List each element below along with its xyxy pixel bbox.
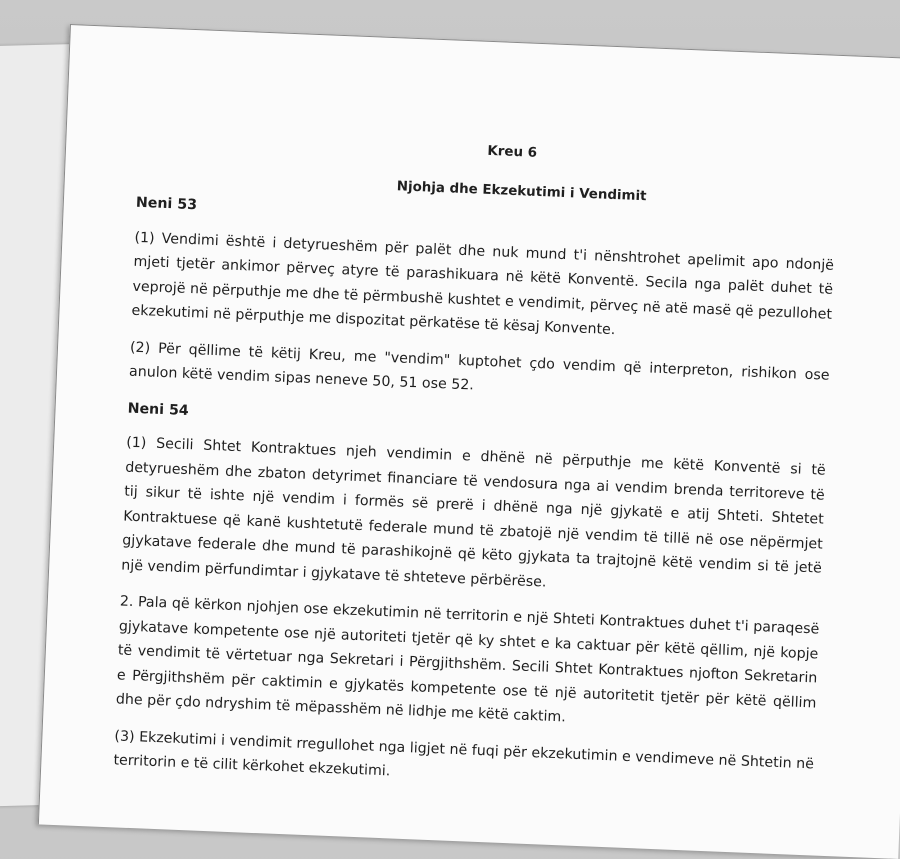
- article-54-paragraph-2: 2. Pala që kërkon njohjen ose ekzekutimin në territorin e një Shteti Kontraktues duhet t'i paraqesë gjykatave kompetente ose një autoriteti tjetër që ky shtet e ka caktuar për këtë qëllim, një kopje të vendimit të vërtetuar nga Sekretari i Përgjithshëm. Secili Shtet Kontraktues njofton Sekretarin e Përgjithshëm për caktimin e gjykatës kompetente ose të një autoritetit tjetër për këtë qëllim dhe për çdo ndryshim të mëpasshëm në lidhje me këtë caktim.: [115, 593, 820, 726]
- article-heading-54: Neni 54: [127, 400, 190, 419]
- document-page: [38, 24, 900, 859]
- article-53-paragraph-2: (2) Për qëllime të këtij Kreu, me "vendim" kuptohet çdo vendim që interpreton, rishikon ose anulon këtë vendim sipas neneve 50, 51 ose 52.: [128, 339, 830, 394]
- document-content: [113, 126, 839, 813]
- article-54-paragraph-3: (3) Ekzekutimi i vendimit rregullohet nga ligjet në fuqi për ekzekutimin e vendimeve në Shtetin në territorin e të cilit kërkohet ekzekutimi.: [113, 727, 815, 780]
- article-heading-53: Neni 53: [135, 194, 198, 214]
- chapter-title: Njohja dhe Ekzekutimi i Vendimit: [396, 178, 647, 204]
- chapter-number: Kreu 6: [487, 143, 538, 161]
- article-54-paragraph-1: (1) Secili Shtet Kontraktues njeh vendimin e dhënë në përputhje me këtë Konventë si të detyrueshëm dhe zbaton detyrimet financiare të vendosura nga ai vendim brenda territoreve të tij sikur të ishte një vendim i formës së prerë i dhënë nga një gjykatë e atij Shteti. Shtetet Kontraktuese që kanë kushtetutë federale mund të zbatojë një vendim të tillë në ose nëpërmjet gjykatave federale dhe mund të parashikojnë që këto gjykata ta trajtojnë këtë vendim si të jetë një vendim përfundimtar i gjykatave të shteteve përbërëse.: [121, 434, 827, 591]
- article-53-paragraph-1: (1) Vendimi është i detyrueshëm për palët dhe nuk mund t'i nënshtrohet apelimit apo ndonjë mjeti tjetër ankimor përveç atyre të parashikuara në këtë Konventë. Secila nga palët duhet të veprojë në përputhje me dhe të përmbushë kushtet e vendimit, përveç në atë masë që pezullohet ekzekutimi në përputhje me dispozitat përkatëse të kësaj Konvente.: [131, 229, 835, 339]
